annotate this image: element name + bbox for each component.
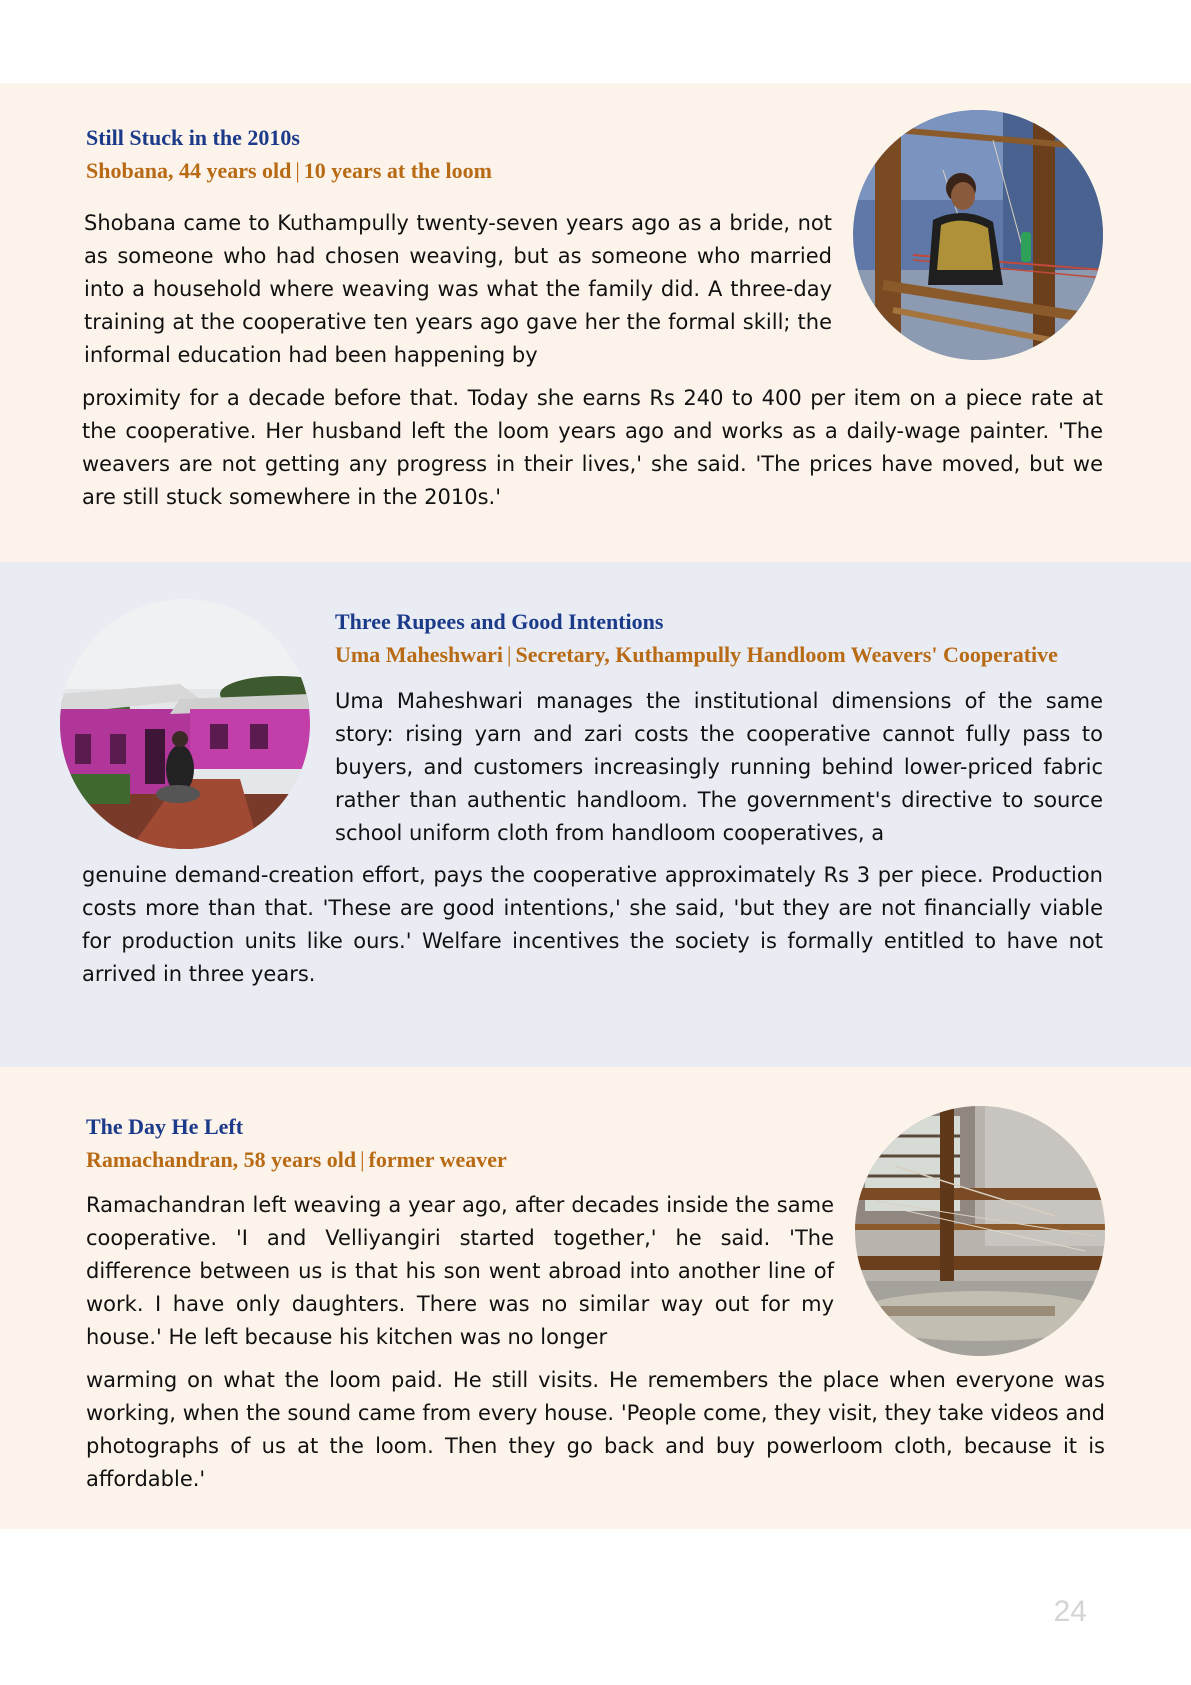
woman-at-loom-image (853, 110, 1103, 360)
woman-at-loom-photo (853, 110, 1103, 360)
story-body-wrapped: Shobana came to Kuthampully twenty-seven years ago as a bride, not as someone who had chosen weaving, but as someone who married into a household where weaving was what the family did. A three-day training at the cooperative ten years ago gave her the formal skill; the informal education had been happening by (84, 211, 832, 367)
subtitle-separator: | (360, 1147, 365, 1172)
cooperative-building-photo (60, 599, 310, 849)
page-number: 24 (1053, 1595, 1087, 1628)
story-title: Three Rupees and Good Intentions (335, 609, 664, 634)
story-subtitle (86, 156, 492, 186)
story-role: 10 years at the loom (303, 158, 492, 183)
story-title: The Day He Left (86, 1114, 244, 1139)
story-section-ramachandran (0, 1067, 1191, 1529)
story-role: Secretary, Kuthampully Handloom Weavers' Cooperative (515, 642, 1058, 667)
story-subtitle (86, 1145, 507, 1175)
story-body-full: genuine demand-creation effort, pays the cooperative approximately Rs 3 per piece. Production costs more than that. 'These are good intentions,' she said, 'but they are not financially viable for production units like ours.' Welfare incentives the society is formally entitled to have not arrived in three years. (82, 863, 1103, 986)
story-person: Uma Maheshwari (335, 642, 504, 667)
story-role: former weaver (368, 1147, 507, 1172)
idle-loom-photo (855, 1106, 1105, 1356)
story-person: Shobana, 44 years old (86, 158, 292, 183)
subtitle-separator: | (507, 642, 512, 667)
story-body-wrapped: Ramachandran left weaving a year ago, after decades inside the same cooperative. 'I and Velliyangiri started together,' he said. 'The difference between us is that his son went abroad into another line of work. I have only daughters. There was no similar way out for my house.' He left because his kitchen was no longer (86, 1193, 834, 1349)
cooperative-building-image (60, 599, 310, 849)
story-body-full: warming on what the loom paid. He still visits. He remembers the place when everyone was working, when the sound came from every house. 'People come, they visit, they take videos and photographs of us at the loom. Then they go back and buy powerloom cloth, because it is affordable.' (86, 1368, 1105, 1491)
idle-loom-image (855, 1106, 1105, 1356)
story-section-shobana (0, 83, 1191, 562)
story-person: Ramachandran, 58 years old (86, 1147, 357, 1172)
story-body-wrapped: Uma Maheshwari manages the institutional dimensions of the same story: rising yarn and zari costs the cooperative cannot fully pass to buyers, and customers increasingly running behind lower-priced fabric rather than authentic handloom. The government's directive to source school uniform cloth from handloom cooperatives, a (335, 689, 1103, 845)
story-section-uma (0, 562, 1191, 1067)
story-title: Still Stuck in the 2010s (86, 125, 300, 150)
subtitle-separator: | (295, 158, 300, 183)
story-body-full: proximity for a decade before that. Today she earns Rs 240 to 400 per item on a piece rate at the cooperative. Her husband left the loom years ago and works as a daily-wage painter. 'The weavers are not getting any progress in their lives,' she said. 'The prices have moved, but we are still stuck somewhere in the 2010s.' (82, 386, 1103, 509)
story-subtitle (335, 640, 1058, 670)
